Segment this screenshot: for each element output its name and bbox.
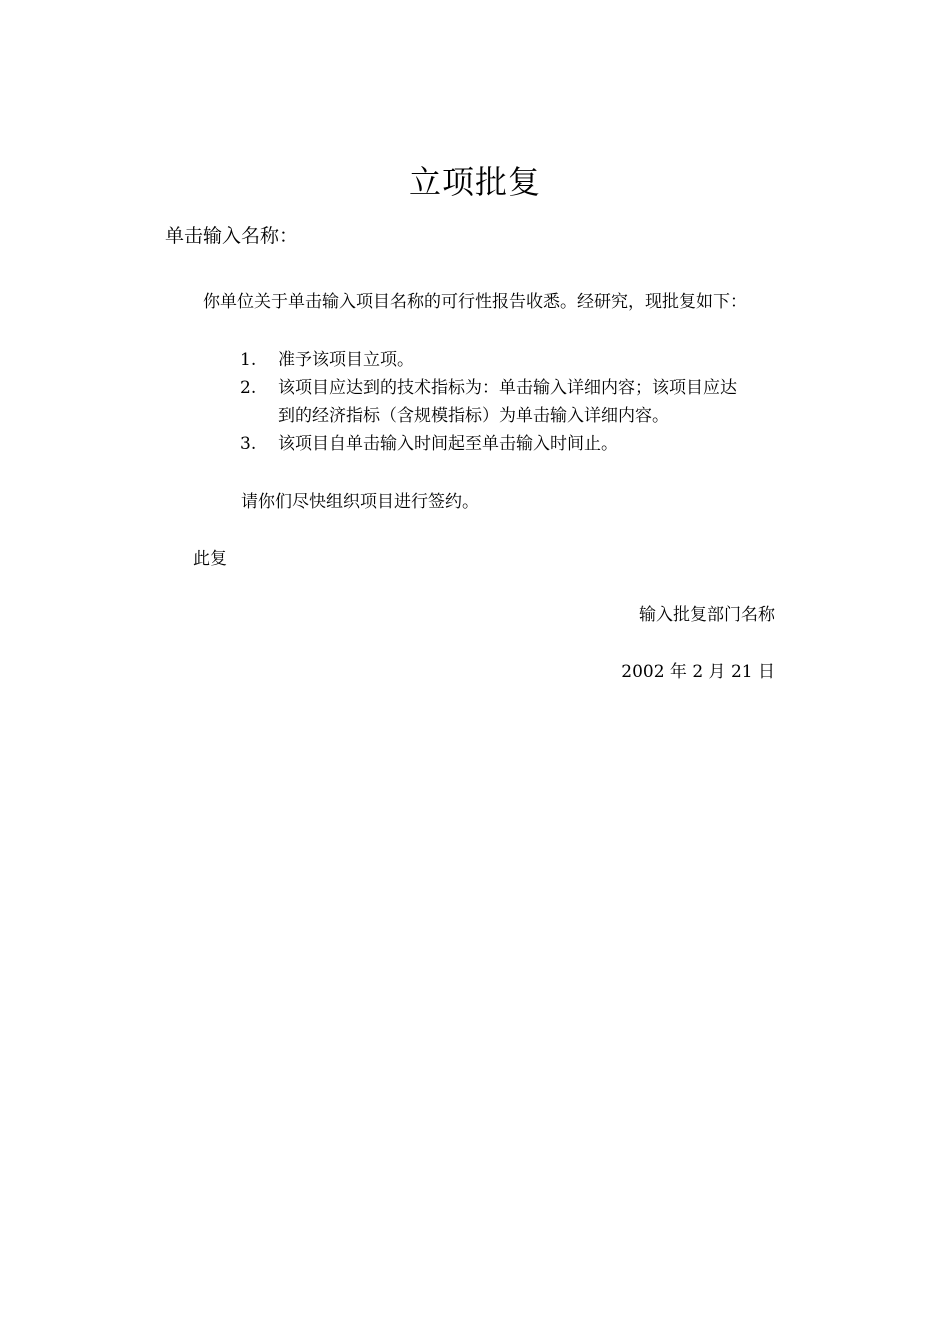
list-item [240, 430, 800, 458]
list-item-line: 该项目自单击输入时间起至单击输入时间止。 [278, 434, 618, 454]
list-item-text [278, 346, 800, 374]
list-item [240, 346, 800, 374]
list-item-line: 该项目应达到的技术指标为：单击输入详细内容；该项目应达 [278, 378, 737, 398]
list-item [240, 374, 800, 430]
list-item-number: 3. [240, 434, 257, 454]
list-item-number: 2. [240, 378, 257, 398]
closing-text: 此复 [193, 549, 227, 569]
list-item-line: 到的经济指标（含规模指标）为单击输入详细内容。 [278, 406, 669, 426]
department-name-field[interactable]: 输入批复部门名称 [639, 605, 775, 625]
approval-items-list [240, 346, 800, 458]
list-item-text [278, 430, 800, 458]
document-title: 立项批复 [408, 163, 541, 201]
list-item-text [278, 374, 800, 430]
list-item-line: 准予该项目立项。 [278, 350, 414, 370]
recipient-name-field[interactable]: 单击输入名称： [165, 225, 299, 247]
intro-paragraph: 你单位关于单击输入项目名称的可行性报告收悉。经研究，现批复如下： [203, 292, 747, 312]
date-field[interactable]: 2002 年 2 月 21 日 [621, 662, 775, 682]
list-item-number: 1. [240, 350, 257, 370]
request-paragraph: 请你们尽快组织项目进行签约。 [241, 492, 479, 512]
